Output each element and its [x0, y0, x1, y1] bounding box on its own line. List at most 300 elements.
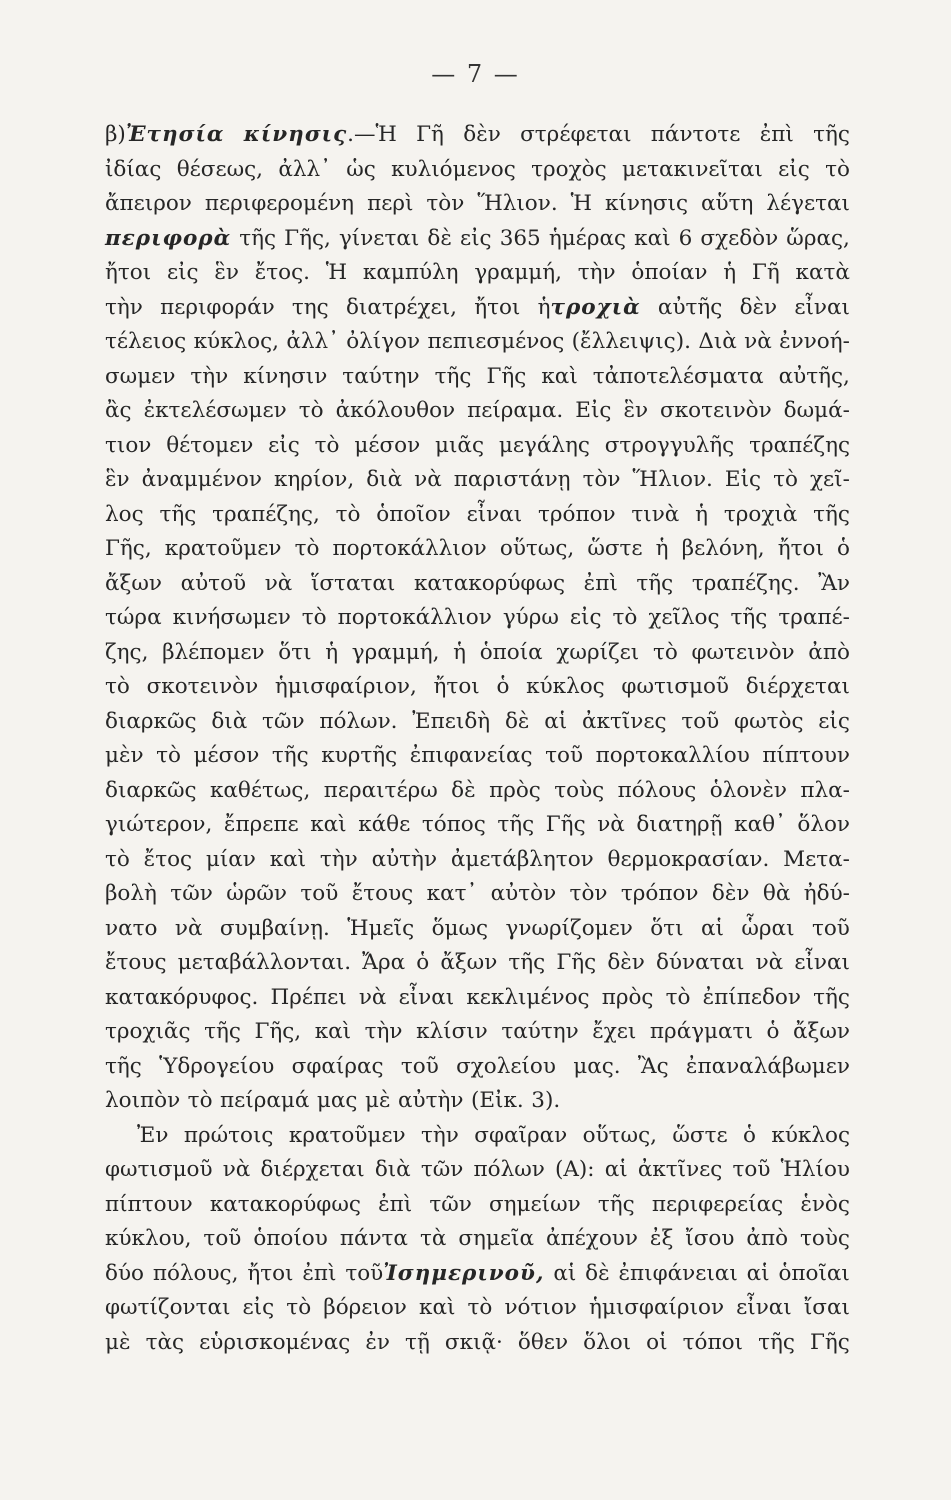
- word: [796, 256, 850, 291]
- word: [105, 222, 231, 257]
- word-part: ἐπὶ: [302, 1260, 337, 1286]
- word: [468, 1291, 493, 1326]
- word: [736, 1291, 792, 1326]
- word-part: πεπιεσμένος: [427, 329, 565, 354]
- word-part: ἂς: [105, 398, 132, 423]
- word: [638, 1153, 723, 1188]
- word-part: αὕτη: [700, 191, 754, 216]
- word: [412, 705, 490, 740]
- word-part: Ἡλίου: [780, 1157, 850, 1182]
- word-part: ἐπιφανείας: [409, 743, 533, 768]
- word-part: ἡμισφαίριον,: [274, 674, 417, 699]
- word: [190, 360, 228, 395]
- word-part: περιφερομένη: [204, 191, 355, 216]
- word: [205, 187, 354, 222]
- word-part: πόλων: [473, 1157, 545, 1182]
- word-part: κάθε: [358, 812, 411, 837]
- text-line: [105, 567, 850, 602]
- word: [365, 1326, 390, 1361]
- word-part: ὁ: [836, 536, 850, 561]
- word: [272, 739, 309, 774]
- word: [391, 153, 516, 188]
- word-part: αἱ: [553, 1260, 577, 1286]
- text-line: [105, 118, 850, 153]
- word-part: ἴσου: [685, 1226, 735, 1251]
- word: [686, 1050, 850, 1085]
- word: [804, 1291, 850, 1326]
- word-part: τὸ: [665, 984, 691, 1010]
- word: [800, 1188, 850, 1223]
- word-part: ἄπειρον: [105, 191, 192, 216]
- word-part: πρώτοις: [183, 1122, 274, 1148]
- word: [295, 532, 320, 567]
- word-part: μὲ: [105, 1329, 131, 1355]
- word-part: ἐπὶ: [759, 122, 794, 147]
- word: [414, 463, 442, 498]
- word: [541, 360, 577, 395]
- word: [299, 394, 324, 429]
- word: [556, 946, 596, 981]
- word-part: πορτοκάλλιον: [332, 536, 487, 561]
- word-part: αἱ: [604, 1157, 628, 1182]
- word: [621, 877, 699, 912]
- word: [746, 670, 850, 705]
- word: [555, 1153, 595, 1188]
- word-part: Γῆς,: [254, 1019, 302, 1044]
- word-part: καθ᾿: [734, 812, 786, 837]
- word: [794, 291, 850, 326]
- word: [105, 739, 144, 774]
- word: [526, 670, 605, 705]
- word: [605, 429, 734, 464]
- word: [501, 1015, 578, 1050]
- word: [800, 774, 850, 809]
- word: [239, 222, 276, 257]
- word: [274, 463, 354, 498]
- word-part: Γῆς,: [284, 225, 331, 251]
- word-part: κίνησις: [605, 191, 688, 216]
- word: [652, 1188, 783, 1223]
- word: [570, 877, 608, 912]
- word: [451, 774, 475, 809]
- word: [623, 394, 648, 429]
- emphasized-term: Ἰσημερινοῦ,: [383, 1260, 545, 1286]
- word: [497, 808, 534, 843]
- word: [105, 1257, 144, 1292]
- word: [336, 498, 361, 533]
- word-part: τὸν: [426, 191, 465, 216]
- word: [682, 532, 765, 567]
- word: [743, 1119, 756, 1154]
- word: [144, 843, 192, 878]
- word-part: τῆς: [813, 501, 850, 527]
- word-part: .—Ἡ: [347, 122, 397, 147]
- word-part: πορτοκάλλιον: [337, 605, 492, 630]
- word: [778, 153, 810, 188]
- text-line: [105, 1291, 850, 1326]
- word: [105, 1188, 193, 1223]
- word-part: τόποι: [682, 1329, 743, 1355]
- word-part: κεκλιμένος: [466, 984, 590, 1010]
- word: [480, 636, 543, 671]
- word-part: ἓν: [105, 467, 130, 492]
- word-part: ἀπὸ: [746, 1226, 789, 1251]
- word: [333, 532, 487, 567]
- word: [426, 187, 464, 222]
- word: [420, 1222, 446, 1257]
- word-part: ὅλον: [797, 812, 850, 837]
- word: [243, 1291, 275, 1326]
- word: [268, 429, 300, 464]
- word: [837, 532, 850, 567]
- word-part: ἡ: [537, 294, 551, 320]
- text-line: [105, 670, 850, 705]
- word: [500, 222, 541, 257]
- text-line: [105, 463, 850, 498]
- word-part: τῆς: [813, 984, 850, 1010]
- word-part: τἀποτελέσματα: [592, 363, 764, 389]
- word: [346, 325, 420, 360]
- word: [372, 843, 437, 878]
- word: [766, 1015, 779, 1050]
- word-part: ἀκτῖνες: [581, 708, 667, 734]
- word-part: μας: [316, 1088, 358, 1113]
- word-part: τὸ: [294, 536, 320, 561]
- word: [278, 636, 311, 671]
- word-part: ὥρας,: [786, 225, 850, 251]
- word: [724, 498, 797, 533]
- word-part: τῆς: [434, 363, 472, 389]
- word-part: τῆς: [730, 605, 768, 630]
- word: [679, 222, 693, 257]
- word-part: σκοτεινὸν: [660, 398, 772, 423]
- word: [105, 567, 162, 602]
- word-part: μιᾶς: [435, 432, 484, 458]
- word-part: θερμοκρασίαν.: [607, 846, 770, 872]
- word: [445, 1326, 503, 1361]
- word-part: ὡρῶν: [226, 881, 287, 906]
- word-part: καὶ: [541, 363, 578, 389]
- word-part: εἰς: [778, 156, 810, 182]
- word-part: τῶν: [429, 1191, 472, 1217]
- word-part: τῆς: [636, 570, 674, 596]
- word-part: ἡμισφαίριον: [588, 1295, 725, 1320]
- word: [474, 256, 562, 291]
- word-part: εὑρισκομένας: [199, 1329, 351, 1355]
- word-part: ἑνὸς: [800, 1191, 850, 1217]
- text-line: [105, 187, 850, 222]
- word-part: αἱ: [701, 915, 724, 941]
- word: [749, 429, 850, 464]
- word-part: σημεῖα: [458, 1226, 534, 1251]
- word-part: λέγεται: [766, 191, 850, 216]
- word: [631, 498, 679, 533]
- word: [419, 1291, 455, 1326]
- word: [467, 394, 563, 429]
- word-part: ὅθεν: [517, 1329, 569, 1355]
- word-part: οὕτως,: [582, 1122, 657, 1148]
- word-part: τοῦ: [545, 743, 584, 768]
- word-part: στρέφεται: [520, 122, 632, 147]
- word-part: περιφερείας: [651, 1191, 784, 1217]
- word: [794, 946, 850, 981]
- word-part: Ὑδρογείου: [159, 1053, 275, 1079]
- word: [778, 532, 824, 567]
- word-part: δὲ: [451, 777, 476, 803]
- text-line: [105, 739, 850, 774]
- word: [518, 1326, 568, 1361]
- word-part: Ἡ: [570, 191, 593, 216]
- word: [414, 567, 565, 602]
- word: [147, 670, 259, 705]
- word-part: τὸ: [652, 639, 678, 665]
- word-part: ἡ: [723, 260, 737, 285]
- word: [105, 360, 175, 395]
- word-part: διατηρῇ: [636, 812, 723, 837]
- word: [105, 705, 197, 740]
- word-part: αὐτὴν: [398, 1088, 464, 1113]
- word: [212, 498, 320, 533]
- word: [731, 601, 768, 636]
- word: [458, 1222, 534, 1257]
- word-part: τῆς: [508, 950, 546, 975]
- word-part: ἡ: [453, 639, 467, 665]
- word-part: Διὰ: [698, 329, 737, 354]
- word-part: Γῆς: [545, 812, 586, 837]
- word-part: ἤτοι: [777, 536, 824, 561]
- word-part: Γῆς: [810, 1329, 850, 1355]
- word-part: ἡ: [655, 536, 669, 561]
- word: [710, 774, 787, 809]
- word-part: ἀκόλουθον: [335, 398, 456, 423]
- word: [311, 567, 395, 602]
- word-part: ἀπὸ: [808, 639, 850, 665]
- word-part: βελόνη,: [681, 536, 765, 561]
- word-part: κηρίον,: [273, 467, 355, 492]
- word-part: ἴσαι: [803, 1295, 850, 1320]
- word-part: σκοτεινὸν: [146, 674, 259, 699]
- word-part: βόρειον: [323, 1295, 407, 1320]
- word: [427, 325, 564, 360]
- word: [763, 877, 790, 912]
- word-part: τὴν: [319, 846, 358, 872]
- word: [692, 567, 800, 602]
- text-line: [105, 912, 850, 947]
- word: [546, 808, 586, 843]
- word: [621, 670, 729, 705]
- word: [302, 1257, 336, 1292]
- word-part: κατακορύφως: [413, 570, 566, 596]
- word-part: κύκλου,: [105, 1226, 192, 1251]
- word: [421, 1153, 464, 1188]
- word: [538, 498, 616, 533]
- text-line: [105, 1326, 850, 1361]
- word: [105, 946, 167, 981]
- word-part: κατ᾿: [426, 881, 478, 906]
- word-part: νὰ: [744, 329, 772, 354]
- word: [324, 774, 438, 809]
- word-part: μίαν: [205, 846, 256, 872]
- text-line: [105, 1222, 850, 1257]
- word-part: νὰ: [174, 915, 203, 941]
- word-part: τραπέζης: [749, 432, 850, 458]
- word: [432, 912, 489, 947]
- word: [572, 325, 691, 360]
- word: [489, 774, 541, 809]
- word: [410, 739, 533, 774]
- word-part: ὥστε: [587, 536, 643, 561]
- word-part: νὰ: [414, 467, 442, 492]
- word-part: μέσον: [193, 743, 260, 768]
- word: [466, 981, 589, 1016]
- word: [734, 808, 786, 843]
- word-part: β): [105, 122, 126, 147]
- word-part: τῆς: [204, 1019, 241, 1044]
- word: [762, 739, 850, 774]
- word: [793, 1015, 850, 1050]
- word-part: αὐτῆς: [657, 294, 723, 320]
- word: [460, 222, 492, 257]
- word: [105, 981, 258, 1016]
- word: [653, 636, 678, 671]
- text-line: [105, 394, 850, 429]
- word-part: τῆς: [105, 1053, 142, 1079]
- word: [593, 360, 764, 395]
- word-part: ἄξων: [440, 950, 498, 975]
- word: [585, 1257, 609, 1292]
- text-line: [105, 774, 850, 809]
- text-line: [105, 222, 850, 257]
- word-part: τὸ: [612, 605, 638, 630]
- word-part: τὸ: [105, 674, 130, 699]
- word-part: καὶ: [419, 1295, 456, 1320]
- word: [584, 567, 618, 602]
- word: [582, 705, 667, 740]
- word: [779, 325, 850, 360]
- word: [651, 118, 741, 153]
- word: [173, 601, 291, 636]
- word-part: ἡ: [325, 639, 339, 665]
- word: [556, 636, 639, 671]
- word-part: ὅλοι: [583, 1329, 632, 1355]
- word: [105, 1291, 230, 1326]
- word-part: Ἡ: [325, 260, 348, 285]
- word: [286, 1291, 311, 1326]
- word-part: ὁποῖαι: [778, 1260, 850, 1286]
- word-part: αὐτὴν: [371, 846, 438, 872]
- word-part: τῆς: [159, 501, 197, 527]
- word-part: ὀλίγον: [346, 329, 421, 354]
- word-part: βολὴ: [105, 881, 157, 906]
- word: [691, 636, 794, 671]
- word-part: κατακορύφως: [209, 1191, 361, 1217]
- text-line: [105, 808, 850, 843]
- word: [508, 946, 545, 981]
- word-part: σφαίρας: [291, 1053, 384, 1079]
- word: [781, 1153, 850, 1188]
- word-part: περὶ: [367, 191, 414, 216]
- word: [170, 877, 213, 912]
- word: [701, 912, 724, 947]
- text-line: [105, 325, 850, 360]
- word-part: δὲν: [711, 881, 750, 906]
- word-part: τοῦ: [681, 708, 720, 734]
- word: [320, 843, 358, 878]
- word-part: τὴν: [105, 294, 143, 320]
- text-line: [105, 877, 850, 912]
- word-part: καὶ: [634, 225, 671, 251]
- word: [733, 1153, 771, 1188]
- word-part: δωμά-: [783, 398, 850, 423]
- word-part: φωτίζονται: [105, 1295, 231, 1320]
- word: [520, 118, 631, 153]
- word: [105, 394, 132, 429]
- word: [352, 877, 414, 912]
- word-part: ὁ: [743, 1122, 756, 1148]
- word-part: εἶναι: [398, 984, 455, 1010]
- word-part: τροχὸς: [531, 156, 607, 182]
- word-part: γραμμή,: [351, 639, 440, 665]
- word-part: λοιπὸν: [105, 1088, 181, 1113]
- word-part: ὅτι: [278, 639, 312, 665]
- word-part: κατὰ: [795, 260, 850, 285]
- word-part: χεῖ-: [810, 467, 850, 492]
- word-part: (ἔλλειψις).: [571, 329, 691, 354]
- word: [105, 877, 157, 912]
- word-part: Ἐπειδὴ: [412, 708, 491, 734]
- word-part: ἡ: [695, 501, 709, 527]
- word: [712, 877, 750, 912]
- word: [346, 291, 457, 326]
- word-part: Εἰς: [575, 398, 612, 423]
- word-part: τοῦ: [345, 1260, 384, 1286]
- word-part: πίπτουν: [105, 1191, 193, 1217]
- word-part: περαιτέρω: [323, 777, 438, 803]
- word: [166, 429, 253, 464]
- word-part: εἰς: [268, 432, 300, 458]
- word: [165, 532, 282, 567]
- word: [503, 601, 559, 636]
- word: [810, 1326, 850, 1361]
- word-part: τῆς: [239, 225, 277, 251]
- word-part: 365: [499, 225, 541, 251]
- word-part: κρατοῦμεν: [164, 536, 282, 561]
- word: [204, 1015, 241, 1050]
- word: [695, 498, 708, 533]
- word-part: σκιᾷ·: [444, 1329, 503, 1355]
- word-part: τροχιὰ: [723, 501, 798, 527]
- word-part: πλα-: [800, 777, 850, 803]
- word-part: Ἡμεῖς: [347, 915, 415, 941]
- word-part: δὲ: [585, 1260, 610, 1286]
- word-part: πόλους,: [152, 1260, 239, 1286]
- word: [194, 325, 279, 360]
- word-part: τὸ: [773, 467, 798, 492]
- word-part: πράγματι: [649, 1019, 753, 1044]
- word: [499, 429, 590, 464]
- word: [813, 498, 850, 533]
- word: [740, 291, 778, 326]
- word-part: ἔχει: [592, 1019, 637, 1044]
- word: [583, 463, 621, 498]
- word-part: χωρίζει: [556, 639, 640, 665]
- word-part: βλέπομεν: [162, 639, 265, 665]
- word-part: τρόπον: [620, 881, 699, 906]
- word-part: σχεδὸν: [700, 225, 779, 251]
- word: [734, 705, 803, 740]
- word-part: καμπύλη: [362, 260, 459, 285]
- word-part: νὰ: [597, 812, 625, 837]
